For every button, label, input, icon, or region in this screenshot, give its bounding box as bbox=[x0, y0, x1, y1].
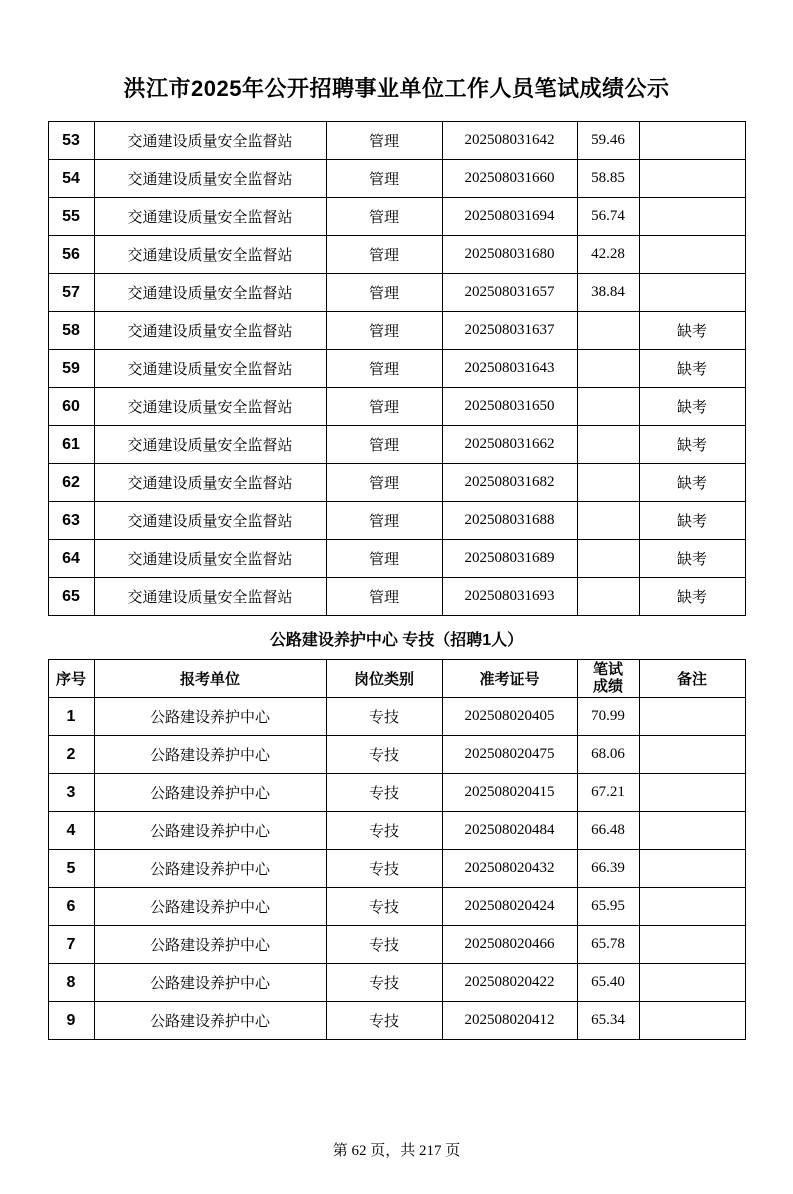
cell-remark bbox=[639, 274, 745, 312]
cell-unit: 交通建设质量安全监督站 bbox=[94, 236, 326, 274]
section-heading-2: 公路建设养护中心 专技（招聘1人） bbox=[269, 632, 524, 649]
cell-index: 53 bbox=[48, 122, 94, 160]
cell-position-type: 专技 bbox=[326, 736, 442, 774]
cell-position-type: 管理 bbox=[326, 236, 442, 274]
cell-index: 60 bbox=[48, 388, 94, 426]
table-row bbox=[48, 888, 745, 926]
table-row bbox=[48, 774, 745, 812]
cell-position-type: 专技 bbox=[326, 698, 442, 736]
cell-remark bbox=[639, 1002, 745, 1040]
cell-remark bbox=[639, 926, 745, 964]
cell-written-score: 70.99 bbox=[577, 698, 639, 736]
cell-position-type: 管理 bbox=[326, 426, 442, 464]
cell-admission-ticket: 202508020415 bbox=[442, 774, 577, 812]
cell-unit: 交通建设质量安全监督站 bbox=[94, 198, 326, 236]
cell-admission-ticket: 202508020432 bbox=[442, 850, 577, 888]
cell-unit: 交通建设质量安全监督站 bbox=[94, 122, 326, 160]
cell-position-type: 管理 bbox=[326, 388, 442, 426]
cell-admission-ticket: 202508031680 bbox=[442, 236, 577, 274]
cell-remark bbox=[639, 736, 745, 774]
cell-admission-ticket: 202508020412 bbox=[442, 1002, 577, 1040]
cell-admission-ticket: 202508031643 bbox=[442, 350, 577, 388]
cell-position-type: 管理 bbox=[326, 198, 442, 236]
cell-written-score: 38.84 bbox=[577, 274, 639, 312]
header-position-type: 岗位类别 bbox=[326, 660, 442, 698]
table-row bbox=[48, 964, 745, 1002]
table-row bbox=[48, 926, 745, 964]
cell-index: 54 bbox=[48, 160, 94, 198]
cell-unit: 公路建设养护中心 bbox=[94, 888, 326, 926]
cell-index: 57 bbox=[48, 274, 94, 312]
cell-position-type: 管理 bbox=[326, 312, 442, 350]
cell-remark: 缺考 bbox=[639, 502, 745, 540]
cell-remark: 缺考 bbox=[639, 464, 745, 502]
table-row bbox=[48, 160, 745, 198]
cell-remark: 缺考 bbox=[639, 426, 745, 464]
cell-written-score bbox=[577, 502, 639, 540]
cell-admission-ticket: 202508031660 bbox=[442, 160, 577, 198]
page-footer: 第 62 页，共 217 页 bbox=[332, 1143, 461, 1159]
cell-index: 5 bbox=[48, 850, 94, 888]
header-written-score-line1: 笔试 bbox=[592, 661, 623, 678]
cell-unit: 交通建设质量安全监督站 bbox=[94, 274, 326, 312]
cell-admission-ticket: 202508020422 bbox=[442, 964, 577, 1002]
cell-admission-ticket: 202508031694 bbox=[442, 198, 577, 236]
cell-unit: 公路建设养护中心 bbox=[94, 850, 326, 888]
cell-index: 61 bbox=[48, 426, 94, 464]
cell-written-score: 67.21 bbox=[577, 774, 639, 812]
cell-position-type: 专技 bbox=[326, 850, 442, 888]
cell-unit: 公路建设养护中心 bbox=[94, 774, 326, 812]
cell-written-score: 68.06 bbox=[577, 736, 639, 774]
cell-admission-ticket: 202508020424 bbox=[442, 888, 577, 926]
cell-written-score bbox=[577, 350, 639, 388]
cell-unit: 公路建设养护中心 bbox=[94, 1002, 326, 1040]
header-written-score-line2: 成绩 bbox=[592, 677, 623, 695]
cell-admission-ticket: 202508031693 bbox=[442, 578, 577, 616]
cell-index: 2 bbox=[48, 736, 94, 774]
cell-remark bbox=[639, 850, 745, 888]
cell-admission-ticket: 202508031688 bbox=[442, 502, 577, 540]
header-unit: 报考单位 bbox=[94, 660, 326, 698]
cell-position-type: 专技 bbox=[326, 888, 442, 926]
cell-index: 65 bbox=[48, 578, 94, 616]
cell-position-type: 专技 bbox=[326, 812, 442, 850]
table-row bbox=[48, 388, 745, 426]
cell-index: 59 bbox=[48, 350, 94, 388]
cell-unit: 交通建设质量安全监督站 bbox=[94, 350, 326, 388]
cell-index: 63 bbox=[48, 502, 94, 540]
table-row bbox=[48, 122, 745, 160]
cell-index: 7 bbox=[48, 926, 94, 964]
table-row bbox=[48, 736, 745, 774]
cell-written-score bbox=[577, 464, 639, 502]
cell-written-score: 66.39 bbox=[577, 850, 639, 888]
cell-position-type: 管理 bbox=[326, 540, 442, 578]
cell-remark: 缺考 bbox=[639, 388, 745, 426]
cell-position-type: 管理 bbox=[326, 578, 442, 616]
cell-index: 3 bbox=[48, 774, 94, 812]
cell-unit: 公路建设养护中心 bbox=[94, 698, 326, 736]
page-title: 洪江市2025年公开招聘事业单位工作人员笔试成绩公示 bbox=[123, 76, 670, 101]
cell-admission-ticket: 202508031637 bbox=[442, 312, 577, 350]
cell-written-score: 65.78 bbox=[577, 926, 639, 964]
table-row bbox=[48, 850, 745, 888]
cell-position-type: 专技 bbox=[326, 926, 442, 964]
cell-admission-ticket: 202508031657 bbox=[442, 274, 577, 312]
cell-position-type: 管理 bbox=[326, 350, 442, 388]
header-written-score bbox=[577, 660, 639, 698]
table-row bbox=[48, 350, 745, 388]
cell-admission-ticket: 202508020466 bbox=[442, 926, 577, 964]
cell-unit: 交通建设质量安全监督站 bbox=[94, 540, 326, 578]
table-row bbox=[48, 1002, 745, 1040]
table-2-wrapper bbox=[48, 659, 745, 1040]
cell-written-score: 42.28 bbox=[577, 236, 639, 274]
cell-position-type: 管理 bbox=[326, 464, 442, 502]
cell-remark bbox=[639, 198, 745, 236]
cell-admission-ticket: 202508031650 bbox=[442, 388, 577, 426]
cell-admission-ticket: 202508020405 bbox=[442, 698, 577, 736]
table-row bbox=[48, 426, 745, 464]
cell-remark bbox=[639, 160, 745, 198]
table-row bbox=[48, 812, 745, 850]
table-1-wrapper bbox=[48, 121, 745, 616]
cell-unit: 公路建设养护中心 bbox=[94, 736, 326, 774]
exam-results-table-1 bbox=[48, 121, 746, 616]
cell-index: 64 bbox=[48, 540, 94, 578]
header-remark: 备注 bbox=[639, 660, 745, 698]
cell-remark bbox=[639, 964, 745, 1002]
cell-index: 1 bbox=[48, 698, 94, 736]
table-header-row bbox=[48, 660, 745, 698]
cell-remark bbox=[639, 236, 745, 274]
cell-written-score: 65.34 bbox=[577, 1002, 639, 1040]
cell-written-score: 65.40 bbox=[577, 964, 639, 1002]
cell-unit: 公路建设养护中心 bbox=[94, 964, 326, 1002]
cell-written-score: 66.48 bbox=[577, 812, 639, 850]
cell-written-score: 58.85 bbox=[577, 160, 639, 198]
cell-remark: 缺考 bbox=[639, 350, 745, 388]
cell-position-type: 管理 bbox=[326, 502, 442, 540]
cell-written-score: 65.95 bbox=[577, 888, 639, 926]
cell-index: 9 bbox=[48, 1002, 94, 1040]
cell-remark bbox=[639, 698, 745, 736]
cell-index: 4 bbox=[48, 812, 94, 850]
cell-index: 58 bbox=[48, 312, 94, 350]
cell-remark: 缺考 bbox=[639, 540, 745, 578]
header-admission-ticket: 准考证号 bbox=[442, 660, 577, 698]
cell-unit: 公路建设养护中心 bbox=[94, 926, 326, 964]
cell-written-score bbox=[577, 578, 639, 616]
table-row bbox=[48, 698, 745, 736]
cell-admission-ticket: 202508031662 bbox=[442, 426, 577, 464]
cell-unit: 公路建设养护中心 bbox=[94, 812, 326, 850]
cell-index: 8 bbox=[48, 964, 94, 1002]
cell-position-type: 管理 bbox=[326, 122, 442, 160]
cell-remark bbox=[639, 774, 745, 812]
cell-remark bbox=[639, 812, 745, 850]
cell-position-type: 管理 bbox=[326, 160, 442, 198]
cell-unit: 交通建设质量安全监督站 bbox=[94, 464, 326, 502]
cell-admission-ticket: 202508031682 bbox=[442, 464, 577, 502]
cell-admission-ticket: 202508031642 bbox=[442, 122, 577, 160]
cell-remark bbox=[639, 888, 745, 926]
document-page bbox=[0, 72, 793, 1194]
cell-remark: 缺考 bbox=[639, 312, 745, 350]
cell-index: 6 bbox=[48, 888, 94, 926]
table-row bbox=[48, 502, 745, 540]
table-row bbox=[48, 540, 745, 578]
cell-written-score bbox=[577, 312, 639, 350]
exam-results-table-2 bbox=[48, 659, 746, 1040]
cell-unit: 交通建设质量安全监督站 bbox=[94, 312, 326, 350]
cell-unit: 交通建设质量安全监督站 bbox=[94, 502, 326, 540]
cell-position-type: 专技 bbox=[326, 964, 442, 1002]
table-row bbox=[48, 274, 745, 312]
cell-unit: 交通建设质量安全监督站 bbox=[94, 160, 326, 198]
cell-unit: 交通建设质量安全监督站 bbox=[94, 578, 326, 616]
cell-remark bbox=[639, 122, 745, 160]
cell-written-score bbox=[577, 388, 639, 426]
cell-index: 55 bbox=[48, 198, 94, 236]
cell-written-score: 59.46 bbox=[577, 122, 639, 160]
table-row bbox=[48, 198, 745, 236]
cell-index: 62 bbox=[48, 464, 94, 502]
cell-unit: 交通建设质量安全监督站 bbox=[94, 388, 326, 426]
cell-admission-ticket: 202508020475 bbox=[442, 736, 577, 774]
cell-remark: 缺考 bbox=[639, 578, 745, 616]
table-row bbox=[48, 236, 745, 274]
header-index: 序号 bbox=[48, 660, 94, 698]
cell-written-score: 56.74 bbox=[577, 198, 639, 236]
cell-unit: 交通建设质量安全监督站 bbox=[94, 426, 326, 464]
cell-position-type: 专技 bbox=[326, 774, 442, 812]
cell-index: 56 bbox=[48, 236, 94, 274]
table-row bbox=[48, 578, 745, 616]
cell-admission-ticket: 202508020484 bbox=[442, 812, 577, 850]
table-row bbox=[48, 464, 745, 502]
table-row bbox=[48, 312, 745, 350]
cell-written-score bbox=[577, 426, 639, 464]
cell-position-type: 专技 bbox=[326, 1002, 442, 1040]
cell-admission-ticket: 202508031689 bbox=[442, 540, 577, 578]
cell-position-type: 管理 bbox=[326, 274, 442, 312]
cell-written-score bbox=[577, 540, 639, 578]
